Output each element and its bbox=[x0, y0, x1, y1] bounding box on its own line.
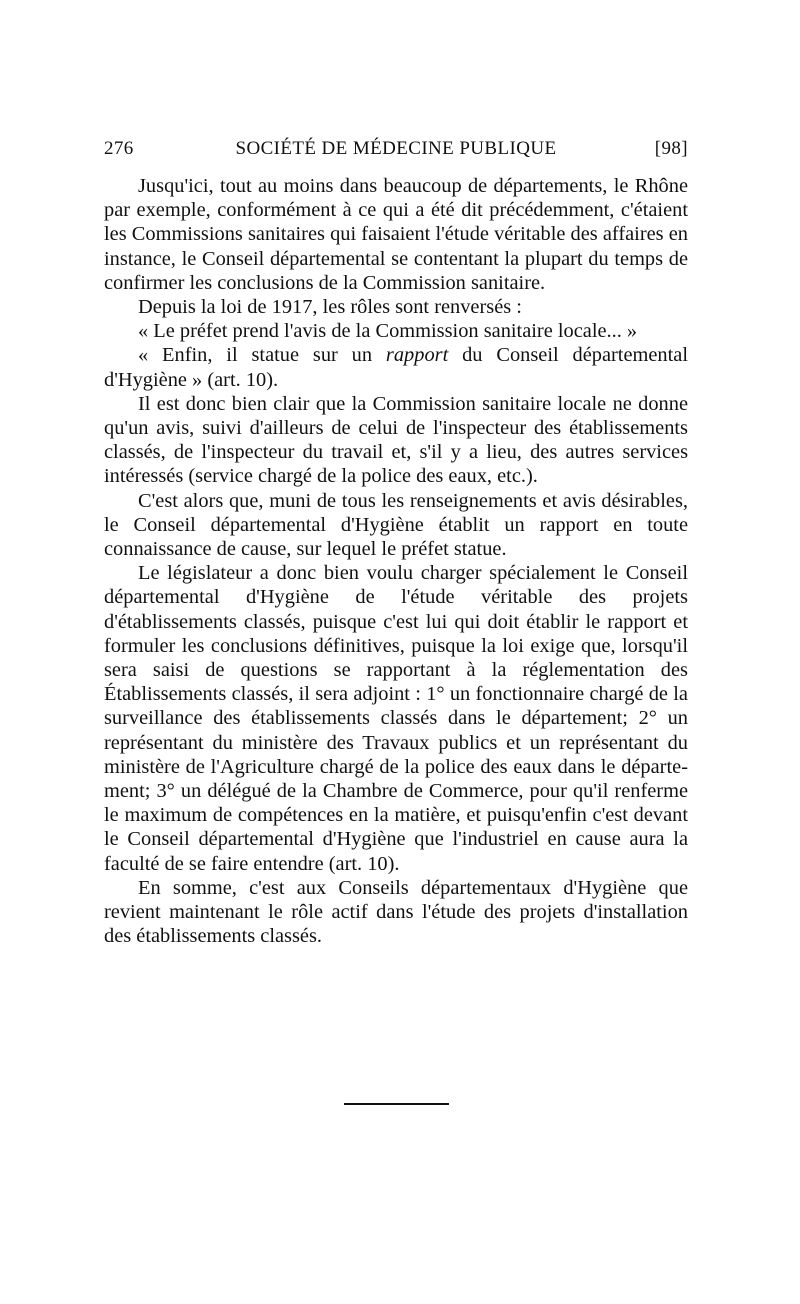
book-page bbox=[104, 0, 688, 1304]
paragraph-legislateur: Le législateur a donc bien voulu charger spécialement le Conseil départemental d'Hygiène de l'étude véritable des projets d'établissements classés, puisque c'est lui qui doit établir le rapport et formuler les conclusions définitives, puisque la loi exige que, lorsqu'il sera saisi de questions se rapportant à la réglementation des Établissements classés, il sera adjoint : 1° un fonctionnaire chargé de la surveillance des établissements classés dans le département; 2° un représentant du ministère des Travaux publics et un représentant du ministère de l'Agriculture chargé de la police des eaux dans le département; 3° un délégué de la Chambre de Commerce, pour qu'il renferme le maximum de compétences en la matière, et puisqu'enfin c'est devant le Conseil départemental d'Hygiène que l'industriel en cause aura la faculté de se faire entendre (art. 10). bbox=[104, 562, 688, 875]
paragraph-quote-rapport bbox=[104, 343, 688, 391]
paragraph-quote-prefet: « Le préfet prend l'avis de la Commission sanitaire locale... » bbox=[138, 320, 638, 343]
body-text bbox=[104, 174, 688, 949]
section-reference: [98] bbox=[654, 138, 688, 159]
paragraph-en-somme: En somme, c'est aux Conseils départementaux d'Hygiène que revient maintenant le rôle actif dans l'étude des projets d'installation des établissements classés. bbox=[104, 876, 688, 948]
quote-rapport-after: du Conseil départemental d'Hygiène » (art. 10). bbox=[104, 344, 688, 391]
running-title: SOCIÉTÉ DE MÉDECINE PUBLIQUE bbox=[235, 138, 557, 159]
paragraph-law-1917: Depuis la loi de 1917, les rôles sont renversés : bbox=[138, 296, 522, 319]
end-rule bbox=[344, 1103, 449, 1105]
page-number: 276 bbox=[104, 138, 134, 159]
paragraph-departments: Jusqu'ici, tout au moins dans beaucoup de départements, le Rhône par exemple, conformément à ce qui a été dit précédemment, c'étaient les Commissions sanitaires qui faisaient l'étude véritable des affaires en instance, le Conseil départemental se contentant la plupart du temps de confirmer les conclusions de la Commission sanitaire. bbox=[104, 175, 688, 294]
paragraph-renseignements: C'est alors que, muni de tous les renseignements et avis désirables, le Conseil départemental d'Hygiène établit un rapport en toute connaissance de cause, sur lequel le préfet statue. bbox=[104, 489, 688, 561]
paragraph-avis: Il est donc bien clair que la Commission sanitaire locale ne donne qu'un avis, suivi d'ailleurs de celui de l'inspecteur des établissements classés, de l'inspecteur du travail et, s'il y a lieu, des autres services intéressés (service chargé de la police des eaux, etc.). bbox=[104, 392, 688, 488]
running-head bbox=[104, 138, 688, 164]
quote-rapport-italic: rapport bbox=[385, 344, 449, 367]
quote-rapport-before: « Enfin, il statue sur un bbox=[138, 344, 386, 367]
